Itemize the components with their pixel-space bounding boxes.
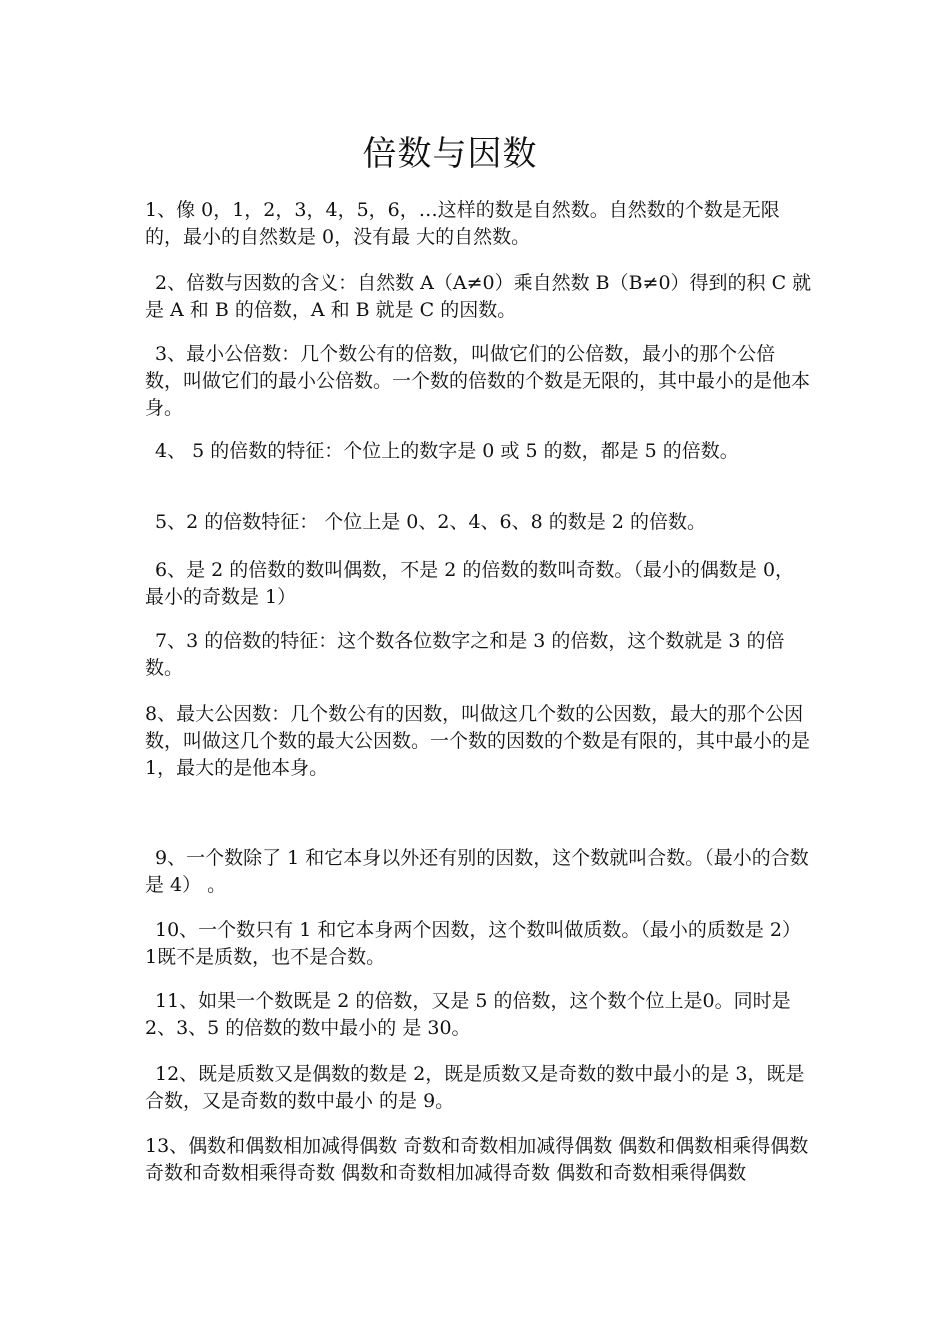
paragraph-4: 4、 5 的倍数的特征：个位上的数字是 0 或 5 的数，都是 5 的倍数。: [155, 440, 739, 462]
paragraph-3: 3、最小公倍数：几个数公有的倍数，叫做它们的公倍数，最小的那个公倍数，叫做它们的最小公倍数。一个数的倍数的个数是无限的，其中最小的是他本身。: [145, 343, 811, 419]
paragraph-9: 9、一个数除了 1 和它本身以外还有别的因数，这个数就叫合数。（最小的合数是 4） 。: [145, 847, 809, 896]
paragraph-7: 7、3 的倍数的特征：这个数各位数字之和是 3 的倍数，这个数就是 3 的倍数。: [145, 630, 785, 679]
paragraph-2: 2、倍数与因数的含义：自然数 A（A≠0）乘自然数 B（B≠0）得到的积 C 就是 A 和 B 的倍数，A 和 B 就是 C 的因数。: [145, 272, 812, 321]
document-title: 倍数与因数: [362, 134, 538, 174]
paragraph-13: 13、偶数和偶数相加减得偶数 奇数和奇数相加减得偶数 偶数和偶数相乘得偶数 奇数和奇数相乘得奇数 偶数和奇数相加减得奇数 偶数和奇数相乘得偶数: [145, 1135, 815, 1184]
paragraph-12: 12、既是质数又是偶数的数是 2，既是质数又是奇数的数中最小的是 3，既是合数，又是奇数的数中最小 的是 9。: [145, 1063, 805, 1112]
paragraph-11: 11、如果一个数既是 2 的倍数，又是 5 的倍数，这个数个位上是0。同时是 2、3、5 的倍数的数中最小的 是 30。: [145, 990, 797, 1039]
paragraph-10: 10、一个数只有 1 和它本身两个因数，这个数叫做质数。（最小的质数是 2） 1既不是质数，也不是合数。: [145, 919, 808, 968]
paragraph-1: 1、像 0，1，2，3，4，5，6，…这样的数是自然数。自然数的个数是无限的，最小的自然数是 0，没有最 大的自然数。: [145, 199, 780, 248]
paragraph-6: 6、是 2 的倍数的数叫偶数，不是 2 的倍数的数叫奇数。（最小的偶数是 0，最小的奇数是 1）: [145, 559, 795, 608]
paragraph-5: 5、2 的倍数特征： 个位上是 0、2、4、6、8 的数是 2 的倍数。: [155, 511, 706, 533]
paragraph-8: 8、最大公因数：几个数公有的因数，叫做这几个数的公因数，最大的那个公因数，叫做这几个数的最大公因数。一个数的因数的个数是有限的，其中最小的是 1，最大的是他本身。: [145, 703, 817, 779]
